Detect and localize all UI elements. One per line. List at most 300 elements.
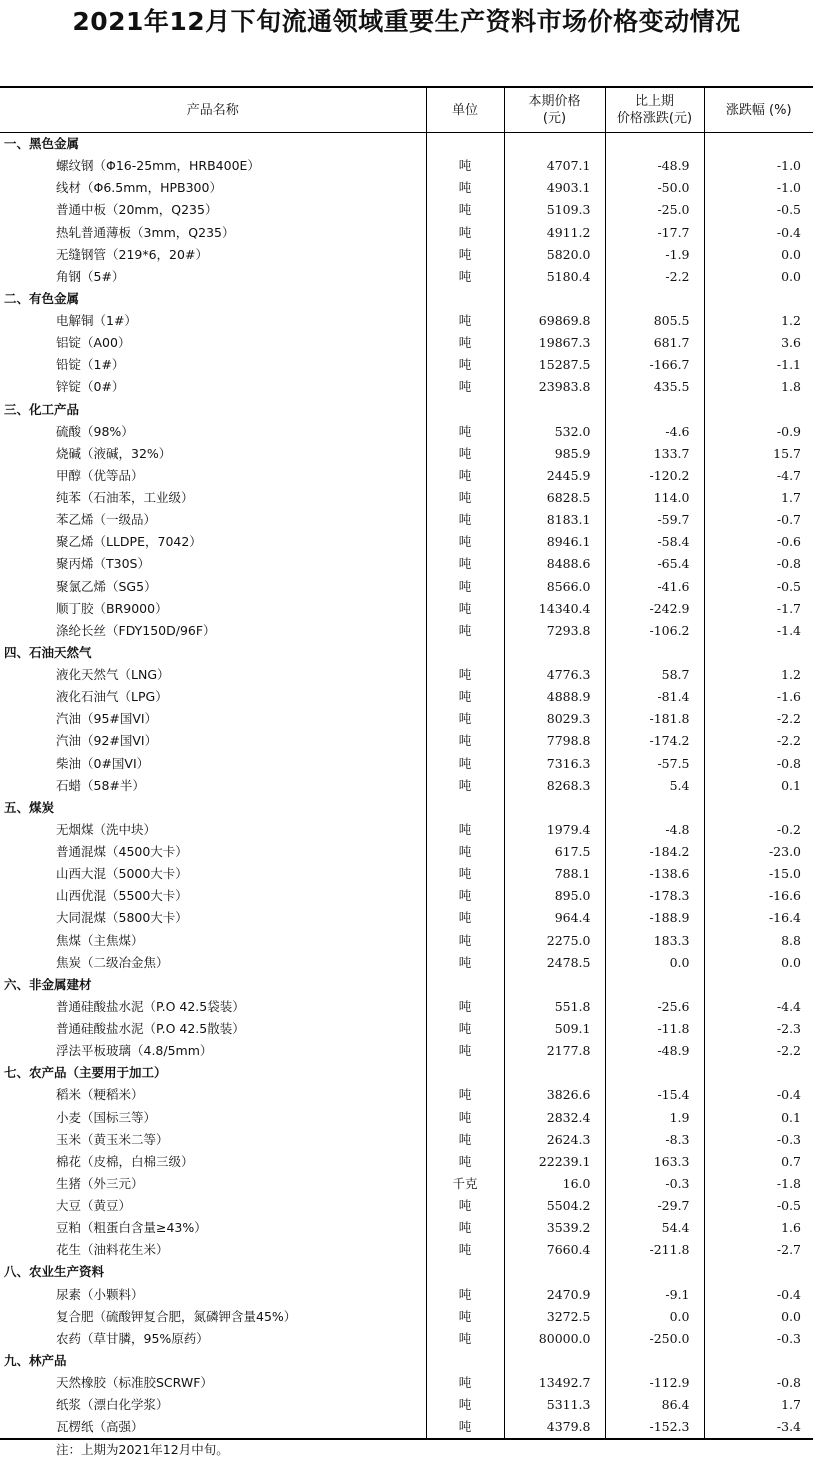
unit-cell: 吨	[426, 1372, 504, 1394]
unit-cell: 吨	[426, 531, 504, 553]
current-price-cell: 80000.0	[504, 1328, 605, 1350]
product-name-cell: 甲醇（优等品）	[56, 467, 144, 483]
table-row	[0, 576, 813, 598]
product-name-cell: 普通中板（20mm，Q235）	[56, 202, 218, 218]
unit-cell: 吨	[426, 354, 504, 376]
category-name: 七、农产品（主要用于加工）	[4, 1065, 167, 1081]
product-name-cell: 聚乙烯（LLDPE，7042）	[56, 534, 202, 550]
price-change-cell: -9.1	[605, 1284, 704, 1306]
product-name-cell: 线材（Φ6.5mm，HPB300）	[56, 180, 222, 196]
empty-cell	[704, 399, 813, 421]
table-row	[0, 332, 813, 354]
category-row	[0, 1261, 813, 1283]
empty-cell	[605, 288, 704, 310]
price-change-cell: -250.0	[605, 1328, 704, 1350]
product-name-cell: 天然橡胶（标准胶SCRWF）	[56, 1375, 213, 1391]
current-price-cell: 2470.9	[504, 1284, 605, 1306]
footnote: 注：上期为2021年12月中旬。	[56, 1442, 229, 1457]
product-name-cell: 生猪（外三元）	[56, 1175, 144, 1191]
change-percent-cell: -0.6	[704, 531, 813, 553]
change-percent-cell: -2.2	[704, 1040, 813, 1062]
change-percent-cell: -2.3	[704, 1018, 813, 1040]
empty-cell	[704, 1350, 813, 1372]
current-price-cell: 985.9	[504, 443, 605, 465]
price-change-cell: -25.0	[605, 199, 704, 221]
current-price-cell: 69869.8	[504, 310, 605, 332]
header-current-price-line2: (元)	[542, 111, 567, 126]
current-price-cell: 788.1	[504, 863, 605, 885]
change-percent-cell: -0.5	[704, 576, 813, 598]
change-percent-cell: -2.2	[704, 708, 813, 730]
current-price-cell: 2177.8	[504, 1040, 605, 1062]
unit-cell: 吨	[426, 199, 504, 221]
change-percent-cell: 0.1	[704, 775, 813, 797]
change-percent-cell: -16.4	[704, 907, 813, 929]
table-row	[0, 244, 813, 266]
price-change-cell: -2.2	[605, 266, 704, 288]
empty-cell	[504, 1062, 605, 1084]
product-name-cell: 柴油（0#国VI）	[56, 755, 150, 771]
table-row	[0, 996, 813, 1018]
product-name-cell: 角钢（5#）	[56, 268, 125, 284]
price-change-cell: 163.3	[605, 1151, 704, 1173]
change-percent-cell: -0.5	[704, 199, 813, 221]
price-change-cell: -106.2	[605, 620, 704, 642]
product-name-cell: 顺丁胶（BR9000）	[56, 600, 168, 616]
price-change-cell: -50.0	[605, 177, 704, 199]
price-change-cell: -0.3	[605, 1173, 704, 1195]
category-row	[0, 642, 813, 664]
price-change-cell: -17.7	[605, 222, 704, 244]
empty-cell	[504, 288, 605, 310]
current-price-cell: 15287.5	[504, 354, 605, 376]
category-row	[0, 399, 813, 421]
category-name: 九、林产品	[4, 1352, 67, 1368]
price-change-cell: -188.9	[605, 907, 704, 929]
unit-cell: 吨	[426, 930, 504, 952]
price-change-cell: -4.6	[605, 421, 704, 443]
header-price-change-line2: 价格涨跌(元)	[616, 111, 693, 126]
price-change-cell: -81.4	[605, 686, 704, 708]
current-price-cell: 2275.0	[504, 930, 605, 952]
unit-cell: 吨	[426, 421, 504, 443]
current-price-cell: 509.1	[504, 1018, 605, 1040]
change-percent-cell: -2.2	[704, 730, 813, 752]
current-price-cell: 532.0	[504, 421, 605, 443]
unit-cell: 吨	[426, 664, 504, 686]
product-name-cell: 玉米（黄玉米二等）	[56, 1131, 169, 1147]
current-price-cell: 8029.3	[504, 708, 605, 730]
table-row	[0, 354, 813, 376]
price-change-cell: -1.9	[605, 244, 704, 266]
unit-cell: 千克	[426, 1173, 504, 1195]
current-price-cell: 1979.4	[504, 819, 605, 841]
price-change-cell: -211.8	[605, 1239, 704, 1261]
change-percent-cell: 0.0	[704, 952, 813, 974]
unit-cell: 吨	[426, 487, 504, 509]
table-row	[0, 509, 813, 531]
table-row	[0, 443, 813, 465]
unit-cell: 吨	[426, 819, 504, 841]
price-change-cell: -178.3	[605, 885, 704, 907]
table-row	[0, 708, 813, 730]
empty-cell	[704, 133, 813, 156]
table-body	[0, 133, 813, 1440]
change-percent-cell: 1.7	[704, 1394, 813, 1416]
table-row	[0, 1107, 813, 1129]
change-percent-cell: 3.6	[704, 332, 813, 354]
table-row	[0, 930, 813, 952]
table-row	[0, 1239, 813, 1261]
table-row	[0, 222, 813, 244]
product-name-cell: 石蜡（58#半）	[56, 777, 145, 793]
table-row	[0, 819, 813, 841]
table-row	[0, 1040, 813, 1062]
current-price-cell: 22239.1	[504, 1151, 605, 1173]
change-percent-cell: 1.2	[704, 310, 813, 332]
product-name-cell: 苯乙烯（一级品）	[56, 512, 157, 528]
unit-cell: 吨	[426, 1018, 504, 1040]
product-name-cell: 浮法平板玻璃（4.8/5mm）	[56, 1043, 213, 1059]
unit-cell: 吨	[426, 708, 504, 730]
unit-cell: 吨	[426, 376, 504, 398]
empty-cell	[605, 974, 704, 996]
current-price-cell: 2478.5	[504, 952, 605, 974]
change-percent-cell: -0.8	[704, 1372, 813, 1394]
price-change-cell: -11.8	[605, 1018, 704, 1040]
empty-cell	[605, 642, 704, 664]
change-percent-cell: -4.4	[704, 996, 813, 1018]
category-row	[0, 133, 813, 156]
current-price-cell: 895.0	[504, 885, 605, 907]
current-price-cell: 964.4	[504, 907, 605, 929]
unit-cell: 吨	[426, 576, 504, 598]
unit-cell: 吨	[426, 598, 504, 620]
price-change-cell: -15.4	[605, 1084, 704, 1106]
unit-cell: 吨	[426, 1284, 504, 1306]
product-name-cell: 汽油（92#国VI）	[56, 733, 158, 749]
price-change-cell: 133.7	[605, 443, 704, 465]
change-percent-cell: 1.7	[704, 487, 813, 509]
unit-cell: 吨	[426, 1084, 504, 1106]
product-name-cell: 硫酸（98%）	[56, 423, 134, 439]
product-name-cell: 液化天然气（LNG）	[56, 667, 170, 683]
product-name-cell: 无缝钢管（219*6，20#）	[56, 246, 208, 262]
product-name-cell: 烧碱（液碱，32%）	[56, 445, 172, 461]
unit-cell: 吨	[426, 509, 504, 531]
current-price-cell: 14340.4	[504, 598, 605, 620]
unit-cell: 吨	[426, 244, 504, 266]
table-row	[0, 1284, 813, 1306]
category-name: 一、黑色金属	[4, 136, 80, 152]
header-change-percent: 涨跌幅 (%)	[704, 87, 813, 133]
table-row	[0, 310, 813, 332]
table-row	[0, 775, 813, 797]
price-change-cell: -59.7	[605, 509, 704, 531]
product-name-cell: 小麦（国标三等）	[56, 1109, 157, 1125]
table-row	[0, 1306, 813, 1328]
table-row	[0, 1195, 813, 1217]
product-name-cell: 纸浆（漂白化学浆）	[56, 1397, 169, 1413]
current-price-cell: 4707.1	[504, 155, 605, 177]
price-change-cell: 805.5	[605, 310, 704, 332]
unit-cell: 吨	[426, 222, 504, 244]
change-percent-cell: -1.0	[704, 177, 813, 199]
product-name-cell: 聚氯乙烯（SG5）	[56, 578, 157, 594]
table-row	[0, 1372, 813, 1394]
price-change-cell: 1.9	[605, 1107, 704, 1129]
table-row	[0, 885, 813, 907]
table-row	[0, 553, 813, 575]
product-name-cell: 棉花（皮棉，白棉三级）	[56, 1153, 194, 1169]
product-name-cell: 液化石油气（LPG）	[56, 689, 168, 705]
empty-cell	[605, 1261, 704, 1283]
current-price-cell: 2624.3	[504, 1129, 605, 1151]
empty-cell	[504, 642, 605, 664]
price-change-cell: 86.4	[605, 1394, 704, 1416]
price-change-cell: -25.6	[605, 996, 704, 1018]
empty-cell	[704, 974, 813, 996]
change-percent-cell: 8.8	[704, 930, 813, 952]
category-name: 四、石油天然气	[4, 644, 92, 660]
current-price-cell: 551.8	[504, 996, 605, 1018]
current-price-cell: 5109.3	[504, 199, 605, 221]
unit-cell: 吨	[426, 1217, 504, 1239]
unit-cell: 吨	[426, 1129, 504, 1151]
unit-cell: 吨	[426, 465, 504, 487]
change-percent-cell: -1.6	[704, 686, 813, 708]
empty-cell	[426, 797, 504, 819]
product-name-cell: 焦煤（主焦煤）	[56, 932, 144, 948]
change-percent-cell: 0.0	[704, 1306, 813, 1328]
header-unit: 单位	[426, 87, 504, 133]
change-percent-cell: -0.5	[704, 1195, 813, 1217]
unit-cell: 吨	[426, 775, 504, 797]
header-product-name: 产品名称	[0, 87, 426, 133]
unit-cell: 吨	[426, 1328, 504, 1350]
product-name-cell: 豆粕（粗蛋白含量≥43%）	[56, 1220, 207, 1236]
price-change-cell: -58.4	[605, 531, 704, 553]
category-name: 二、有色金属	[4, 290, 80, 306]
price-change-cell: 54.4	[605, 1217, 704, 1239]
change-percent-cell: -23.0	[704, 841, 813, 863]
current-price-cell: 7660.4	[504, 1239, 605, 1261]
current-price-cell: 5504.2	[504, 1195, 605, 1217]
change-percent-cell: 0.7	[704, 1151, 813, 1173]
current-price-cell: 7316.3	[504, 753, 605, 775]
product-name-cell: 聚丙烯（T30S）	[56, 556, 150, 572]
unit-cell: 吨	[426, 730, 504, 752]
product-name-cell: 铅锭（1#）	[56, 357, 125, 373]
price-change-cell: -120.2	[605, 465, 704, 487]
current-price-cell: 19867.3	[504, 332, 605, 354]
price-change-cell: -57.5	[605, 753, 704, 775]
product-name-cell: 热轧普通薄板（3mm，Q235）	[56, 224, 235, 240]
table-row	[0, 1151, 813, 1173]
empty-cell	[704, 288, 813, 310]
price-change-cell: 114.0	[605, 487, 704, 509]
price-change-cell: -8.3	[605, 1129, 704, 1151]
product-name-cell: 农药（草甘膦，95%原药）	[56, 1330, 209, 1346]
empty-cell	[605, 1350, 704, 1372]
empty-cell	[426, 133, 504, 156]
category-row	[0, 974, 813, 996]
change-percent-cell: 1.8	[704, 376, 813, 398]
current-price-cell: 3539.2	[504, 1217, 605, 1239]
empty-cell	[426, 974, 504, 996]
product-name-cell: 无烟煤（洗中块）	[56, 821, 157, 837]
change-percent-cell: -0.4	[704, 222, 813, 244]
current-price-cell: 5820.0	[504, 244, 605, 266]
empty-cell	[704, 1062, 813, 1084]
price-change-cell: -29.7	[605, 1195, 704, 1217]
change-percent-cell: -0.8	[704, 553, 813, 575]
price-change-cell: -166.7	[605, 354, 704, 376]
price-change-cell: 681.7	[605, 332, 704, 354]
current-price-cell: 2832.4	[504, 1107, 605, 1129]
product-name-cell: 复合肥（硫酸钾复合肥，氮磷钾含量45%）	[56, 1308, 297, 1324]
unit-cell: 吨	[426, 753, 504, 775]
change-percent-cell: -0.4	[704, 1284, 813, 1306]
price-change-cell: -112.9	[605, 1372, 704, 1394]
change-percent-cell: -1.1	[704, 354, 813, 376]
table-row	[0, 465, 813, 487]
product-name-cell: 普通硅酸盐水泥（P.O 42.5散装）	[56, 1021, 245, 1037]
price-change-cell: 0.0	[605, 952, 704, 974]
change-percent-cell: -16.6	[704, 885, 813, 907]
product-name-cell: 花生（油料花生米）	[56, 1242, 169, 1258]
table-row	[0, 753, 813, 775]
empty-cell	[605, 797, 704, 819]
unit-cell: 吨	[426, 1151, 504, 1173]
unit-cell: 吨	[426, 266, 504, 288]
table-row	[0, 730, 813, 752]
price-change-cell: -41.6	[605, 576, 704, 598]
current-price-cell: 3826.6	[504, 1084, 605, 1106]
current-price-cell: 5311.3	[504, 1394, 605, 1416]
table-row	[0, 487, 813, 509]
product-name-cell: 纯苯（石油苯，工业级）	[56, 490, 194, 506]
category-name: 八、农业生产资料	[4, 1264, 105, 1280]
empty-cell	[504, 797, 605, 819]
unit-cell: 吨	[426, 996, 504, 1018]
price-change-cell: 183.3	[605, 930, 704, 952]
product-name-cell: 锌锭（0#）	[56, 379, 125, 395]
table-row	[0, 199, 813, 221]
unit-cell: 吨	[426, 841, 504, 863]
product-name-cell: 瓦楞纸（高强）	[0, 1416, 426, 1439]
table-row	[0, 952, 813, 974]
change-percent-cell: 15.7	[704, 443, 813, 465]
price-change-cell: -184.2	[605, 841, 704, 863]
current-price-cell: 8268.3	[504, 775, 605, 797]
empty-cell	[426, 399, 504, 421]
empty-cell	[605, 133, 704, 156]
price-change-cell: 0.0	[605, 1306, 704, 1328]
unit-cell: 吨	[426, 863, 504, 885]
product-name-cell: 山西优混（5500大卡）	[56, 888, 188, 904]
table-row	[0, 1129, 813, 1151]
price-change-cell: -4.8	[605, 819, 704, 841]
price-change-cell: 5.4	[605, 775, 704, 797]
unit-cell: 吨	[426, 1394, 504, 1416]
empty-cell	[426, 1261, 504, 1283]
current-price-cell: 16.0	[504, 1173, 605, 1195]
header-price-change	[605, 87, 704, 133]
unit-cell: 吨	[426, 1195, 504, 1217]
current-price-cell: 4903.1	[504, 177, 605, 199]
category-row	[0, 797, 813, 819]
change-percent-cell: -0.2	[704, 819, 813, 841]
change-percent-cell: -0.9	[704, 421, 813, 443]
price-change-cell: -181.8	[605, 708, 704, 730]
current-price-cell: 8566.0	[504, 576, 605, 598]
table-row	[0, 620, 813, 642]
unit-cell: 吨	[426, 1239, 504, 1261]
current-price-cell: 4379.8	[504, 1416, 605, 1439]
product-name-cell: 山西大混（5000大卡）	[56, 866, 188, 882]
change-percent-cell: 1.2	[704, 664, 813, 686]
current-price-cell: 8488.6	[504, 553, 605, 575]
empty-cell	[504, 133, 605, 156]
change-percent-cell: -0.3	[704, 1129, 813, 1151]
table-row	[0, 907, 813, 929]
table-row	[0, 598, 813, 620]
product-name-cell: 普通混煤（4500大卡）	[56, 844, 188, 860]
table-row	[0, 177, 813, 199]
empty-cell	[504, 1350, 605, 1372]
change-percent-cell: -4.7	[704, 465, 813, 487]
header-row	[0, 87, 813, 133]
change-percent-cell: -0.4	[704, 1084, 813, 1106]
price-change-cell: -174.2	[605, 730, 704, 752]
current-price-cell: 4776.3	[504, 664, 605, 686]
category-name: 六、非金属建材	[4, 976, 92, 992]
unit-cell: 吨	[426, 155, 504, 177]
page-title: 2021年12月下旬流通领域重要生产资料市场价格变动情况	[72, 7, 741, 36]
table-row	[0, 421, 813, 443]
unit-cell: 吨	[426, 907, 504, 929]
table-row	[0, 863, 813, 885]
table-row	[0, 841, 813, 863]
current-price-cell: 8946.1	[504, 531, 605, 553]
current-price-cell: 4888.9	[504, 686, 605, 708]
table-row	[0, 155, 813, 177]
unit-cell: 吨	[426, 1107, 504, 1129]
table-row	[0, 1084, 813, 1106]
price-change-cell: 58.7	[605, 664, 704, 686]
unit-cell: 吨	[426, 310, 504, 332]
current-price-cell: 2445.9	[504, 465, 605, 487]
product-name-cell: 螺纹钢（Φ16-25mm，HRB400E）	[56, 158, 260, 174]
price-change-cell: 435.5	[605, 376, 704, 398]
empty-cell	[426, 288, 504, 310]
product-name-cell: 铝锭（A00）	[56, 335, 131, 351]
price-change-cell: -242.9	[605, 598, 704, 620]
price-change-cell: -152.3	[605, 1416, 704, 1439]
empty-cell	[504, 399, 605, 421]
unit-cell: 吨	[426, 1040, 504, 1062]
category-name: 三、化工产品	[4, 401, 80, 417]
unit-cell: 吨	[426, 952, 504, 974]
price-change-cell: -48.9	[605, 1040, 704, 1062]
table-row	[0, 1018, 813, 1040]
change-percent-cell: -1.0	[704, 155, 813, 177]
price-change-cell: -138.6	[605, 863, 704, 885]
table-row	[0, 531, 813, 553]
change-percent-cell: -1.4	[704, 620, 813, 642]
change-percent-cell: -0.3	[704, 1328, 813, 1350]
